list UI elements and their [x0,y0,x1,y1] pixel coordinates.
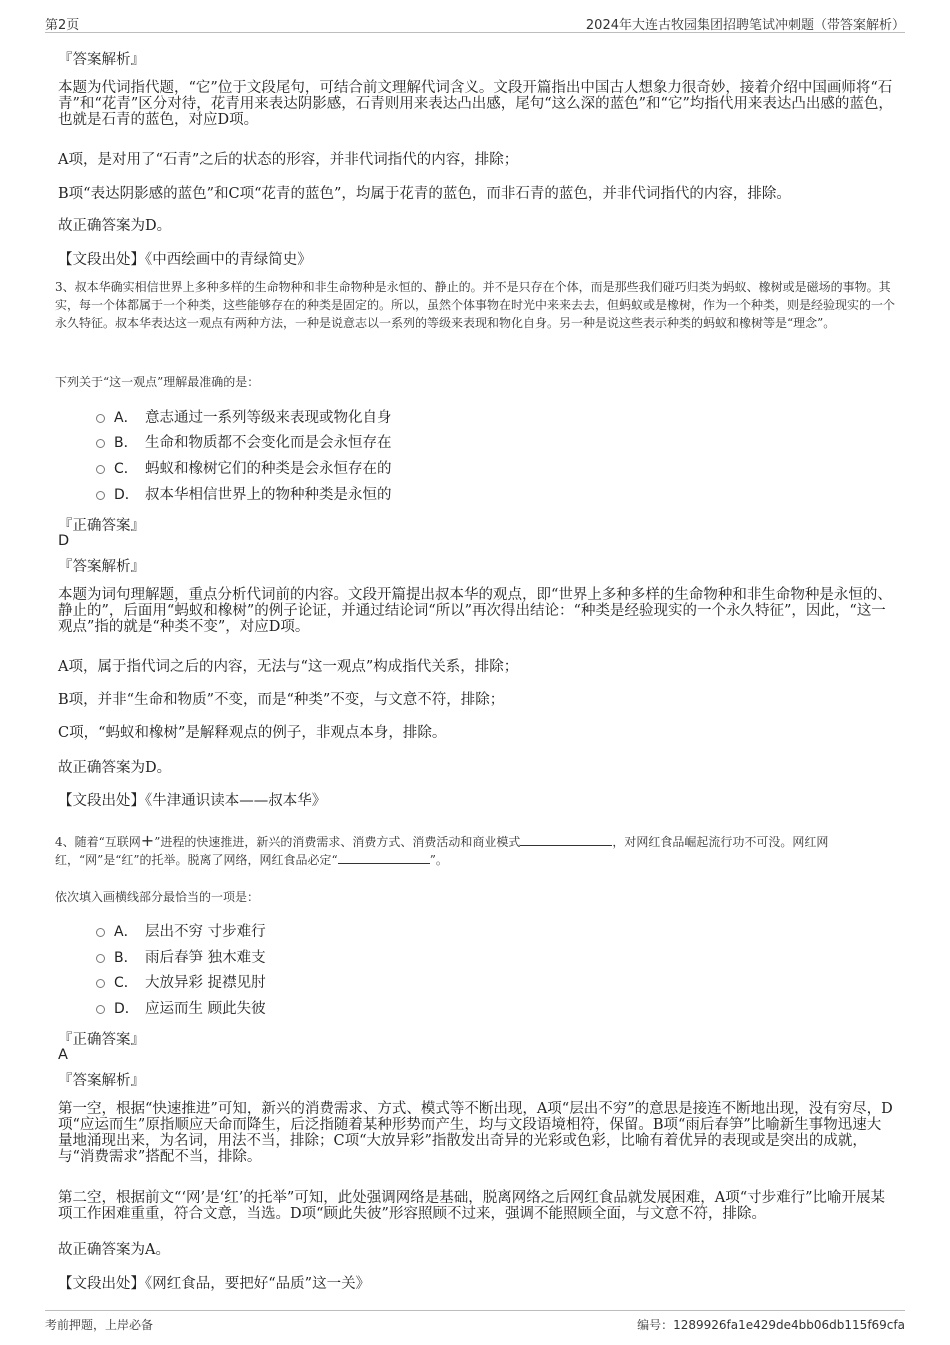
option-text: 叔本华相信世界上的物种种类是永恒的 [145,487,392,503]
q3-analysis-p4: C项，“蚂蚁和橡树”是解释观点的例子，非观点本身，排除。 [58,725,447,741]
blank-line-1[interactable] [520,833,612,846]
option-text: 层出不穷 寸步难行 [145,924,266,940]
q2-analysis-p2: A项，是对用了“石青”之后的状态的形容，并非代词指代的内容，排除； [58,152,519,168]
option-text: 蚂蚁和橡树它们的种类是会永恒存在的 [145,461,392,477]
radio-icon[interactable] [96,979,105,988]
page-number: 第2页 [45,18,80,33]
q4-stem-part: ”。 [429,853,448,867]
q4-stem-part: 4、随着“互联网 [55,835,141,849]
analysis-label: 『答案解析』 [58,559,145,575]
option-text: 生命和物质都不会变化而是会永恒存在 [145,435,392,451]
radio-icon[interactable] [96,465,105,474]
page-header [45,10,905,33]
radio-icon[interactable] [96,954,105,963]
plus-sign: + [140,831,155,850]
q2-source [58,252,894,268]
q2-conclusion: 故正确答案为D。 [58,218,172,234]
q3-stem: 3、叔本华确实相信世界上多种多样的生命物种和非生命物种是永恒的、静止的。并不是只存在个体，而是那些我们碰巧归类为蚂蚁、橡树或是磁场的事物。其实，每一个体都属于一个种类，这些能够存在的种类是固定的。所以，虽然个体事物在时光中来来去去，但蚂蚁或是橡树，作为一个种类，则是经验现实的一个永久特征。叔本华表达这一观点有两种方法，一种是说意志以一系列的等级来表现和物化自身。另一种是说这些表示种类的蚂蚁和橡树等是“理念”。 [55,280,896,330]
option-text: 大放异彩 捉襟见肘 [145,975,266,991]
q4-source [58,1276,894,1292]
source-title: 《网红食品，要把好“品质”这一关》 [145,1276,371,1292]
option-letter: A． [114,924,138,940]
q3-source [58,793,894,809]
source-label: 【文段出处】 [58,793,145,809]
option-letter: B． [114,950,138,966]
document-serial: 编号：1289926fa1e429de4bb06db115f69cfa [637,1318,905,1332]
radio-icon[interactable] [96,439,105,448]
q3-analysis-p1: 本题为词句理解题，重点分析代词前的内容。文段开篇提出叔本华的观点，即“世界上多种多样的生命物种和非生命物种是永恒的、静止的”，后面用“蚂蚁和橡树”的例子论证，并通过结论词“所以”再次得出结论：“种类是经验现实的一个永久特征”，因此，“这一观点”指的就是“种类不变”，对应D项。 [58,587,892,635]
q4-conclusion: 故正确答案为A。 [58,1242,170,1258]
blank-line-2[interactable] [338,851,430,864]
q3-conclusion: 故正确答案为D。 [58,760,172,776]
source-title: 《中西绘画中的青绿简史》 [145,252,312,268]
correct-label: 『正确答案』 [58,518,145,534]
analysis-label: 『答案解析』 [58,1073,145,1089]
analysis-label: 『答案解析』 [58,52,145,68]
option-letter: B． [114,435,138,451]
correct-label: 『正确答案』 [58,1032,145,1048]
q3-analysis-p3: B项，并非“生命和物质”不变，而是“种类”不变，与文意不符，排除； [58,692,505,708]
option-letter: C． [114,975,138,991]
page-footer [45,1310,905,1333]
footer-slogan: 考前押题，上岸必备 [45,1318,154,1332]
option-text: 应运而生 顾此失彼 [145,1001,266,1017]
q4-stem-part: ，对网红食品崛起流行功不可没。网红网红，“网”是“红”的托举。脱离了网络，网红食品必定“ [55,835,829,867]
option-letter: D． [114,487,139,503]
q3-answer: D [58,533,70,549]
source-label: 【文段出处】 [58,252,145,268]
option-letter: A． [114,410,138,426]
document-title: 2024年大连古牧园集团招聘笔试冲刺题（带答案解析） [585,18,905,33]
radio-icon[interactable] [96,928,105,937]
q4-stem [55,832,895,869]
radio-icon[interactable] [96,491,105,500]
q3-analysis-p2: A项，属于指代词之后的内容，无法与“这一观点”构成指代关系，排除； [58,659,519,675]
option-text: 意志通过一系列等级来表现或物化自身 [145,410,392,426]
option-text: 雨后春笋 独木难支 [145,950,266,966]
option-letter: D． [114,1001,139,1017]
q4-prompt: 依次填入画横线部分最恰当的一项是： [55,890,260,904]
q4-analysis-p1: 第一空，根据“快速推进”可知，新兴的消费需求、方式、模式等不断出现，A项“层出不穷”的意思是接连不断地出现，没有穷尽，D项“应运而生”原指顺应天命而降生，后泛指随着某种形势而产生，均与文段语境相符，保留。B项“雨后春笋”比喻新生事物迅速大量地涌现出来，为名词，用法不当，排除；C项“大放异彩”指散发出奇异的光彩或色彩，比喻有着优异的表现或是突出的成就，与“消费需求”搭配不当，排除。 [58,1101,893,1165]
radio-icon[interactable] [96,1005,105,1014]
source-label: 【文段出处】 [58,1276,145,1292]
radio-icon[interactable] [96,414,105,423]
q4-analysis-p2: 第二空，根据前文“‘网’是‘红’的托举”可知，此处强调网络是基础，脱离网络之后网红食品就发展困难，A项“寸步难行”比喻开展某项工作困难重重，符合文意，当选。D项“顾此失彼”形容照顾不过来，强调不能照顾全面，与文意不符，排除。 [58,1190,886,1222]
option-letter: C． [114,461,138,477]
q4-answer: A [58,1047,68,1063]
source-title: 《牛津通识读本——叔本华》 [145,793,327,809]
q2-analysis-p1: 本题为代词指代题，“它”位于文段尾句，可结合前文理解代词含义。文段开篇指出中国古人想象力很奇妙，接着介绍中国画师将“石青”和“花青”区分对待，花青用来表达阴影感，石青则用来表达凸出感，尾句“这么深的蓝色”和“它”均指代用来表达凸出感的蓝色，也就是石青的蓝色，对应D项。 [58,80,893,128]
q4-stem-part: ”进程的快速推进，新兴的消费需求、消费方式、消费活动和商业模式 [154,835,521,849]
q2-analysis-p3: B项“表达阴影感的蓝色”和C项“花青的蓝色”，均属于花青的蓝色，而非石青的蓝色，并非代词指代的内容，排除。 [58,186,791,202]
q3-prompt: 下列关于“这一观点”理解最准确的是： [55,375,260,389]
